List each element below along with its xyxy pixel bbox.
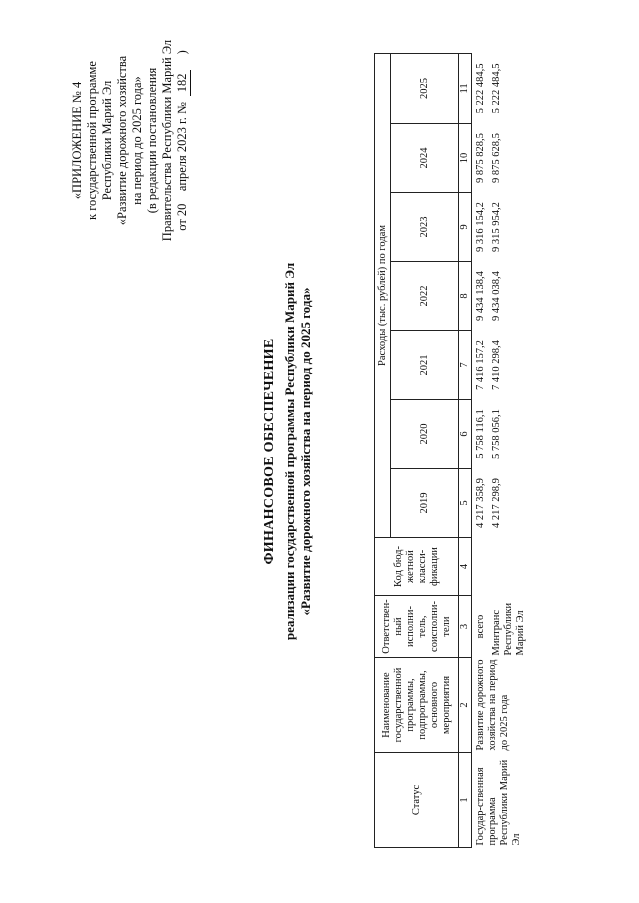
appendix-date-line <box>175 18 191 263</box>
header-index: 9 <box>459 193 472 262</box>
appendix-line: Правительства Республики Марий Эл <box>160 39 174 242</box>
appendix-date-middle: апреля 2023 г. № <box>175 102 189 192</box>
header-index: 6 <box>459 400 472 469</box>
row-total-value: 4 217 358,9 <box>475 478 486 528</box>
header-name: Наименование государственной программы, подпрограммы, основного мероприятия <box>375 658 459 753</box>
financing-table <box>374 53 528 848</box>
appendix-date-prefix: от 20 <box>175 203 189 231</box>
header-index: 3 <box>459 596 472 658</box>
appendix-line: на период до 2025 года» <box>130 76 144 205</box>
header-index: 2 <box>459 658 472 753</box>
header-year: 2023 <box>391 193 459 262</box>
table-row <box>472 53 489 847</box>
document-title <box>262 0 314 903</box>
row-name: Развитие дорожного хозяйства на период до 2025 года <box>475 659 510 751</box>
row-total-value: 5 758 116,1 <box>475 409 486 459</box>
row-resp-value: 9 315 954,2 <box>491 202 502 252</box>
appendix-number: 182 <box>175 70 191 96</box>
row-resp-value: 9 875 628,5 <box>491 133 502 183</box>
row-total-value: 9 434 138,4 <box>475 271 486 321</box>
appendix-line: Республики Марий Эл <box>100 80 114 201</box>
appendix-line: (в редакции постановления <box>145 67 159 214</box>
row-total-value: 5 222 484,5 <box>475 63 486 114</box>
header-status: Статус <box>375 753 459 848</box>
header-index: 1 <box>459 753 472 848</box>
row-total-value: 9 316 154,2 <box>475 202 486 252</box>
header-expenses: Расходы (тыс. рублей) по годам <box>375 53 391 537</box>
title-main: ФИНАНСОВОЕ ОБЕСПЕЧЕНИЕ <box>262 338 277 565</box>
appendix-line: к государственной программе <box>85 61 99 220</box>
header-year: 2022 <box>391 262 459 331</box>
header-code: Код бюд-жетной класси-фикации <box>375 538 459 596</box>
row-total-value: 9 875 828,5 <box>475 133 486 183</box>
row-code <box>472 538 489 596</box>
header-year: 2025 <box>391 53 459 123</box>
row-total-label: всего <box>475 614 486 639</box>
header-year: 2021 <box>391 331 459 400</box>
row-total-value: 7 416 157,2 <box>475 340 486 390</box>
row-resp-value: 4 217 298,9 <box>491 478 502 528</box>
row-resp-value: 9 434 038,4 <box>491 271 502 321</box>
row-resp-value: 5 222 484,5 <box>491 63 502 114</box>
appendix-line: «Развитие дорожного хозяйства <box>115 55 129 226</box>
header-index: 4 <box>459 538 472 596</box>
header-year: 2024 <box>391 124 459 193</box>
row-status: Государ-ственная программа Республики Марий Эл <box>475 759 522 846</box>
header-index: 11 <box>459 53 472 123</box>
header-index: 10 <box>459 124 472 193</box>
row-code <box>488 538 528 596</box>
header-year: 2020 <box>391 400 459 469</box>
row-responsible: Минтранс Республики Марий Эл <box>491 602 526 656</box>
title-program: «Развитие дорожного хозяйства на период до 2025 года» <box>298 287 313 616</box>
appendix-header <box>70 18 191 263</box>
header-index: 8 <box>459 262 472 331</box>
header-responsible: Ответствен-ный исполни-тель, соисполни-тели <box>375 596 459 658</box>
appendix-line: «ПРИЛОЖЕНИЕ № 4 <box>70 81 84 200</box>
header-index: 7 <box>459 331 472 400</box>
appendix-close: ) <box>175 50 189 55</box>
header-year: 2019 <box>391 469 459 538</box>
title-subtitle: реализации государственной программы Республики Марий Эл <box>282 262 297 641</box>
row-resp-value: 7 410 298,4 <box>491 340 502 390</box>
header-index: 5 <box>459 469 472 538</box>
row-resp-value: 5 758 056,1 <box>491 409 502 459</box>
